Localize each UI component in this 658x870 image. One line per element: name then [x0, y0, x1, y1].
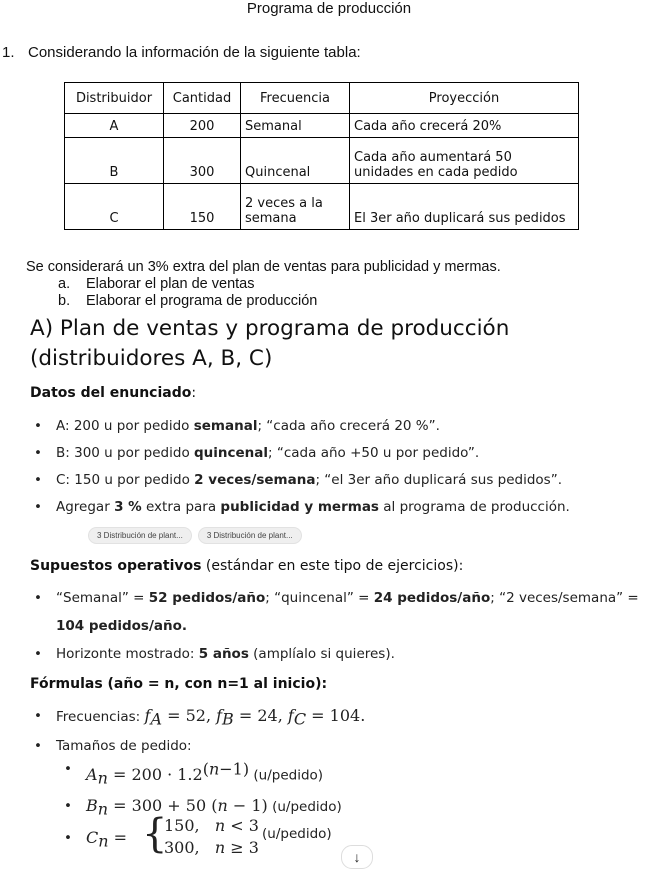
- formula-c: $C_n$ =: [86, 828, 128, 851]
- sizes-list: [60, 755, 342, 824]
- datos-heading: [30, 385, 196, 401]
- text: ; “quincenal” =: [265, 590, 374, 606]
- distributor-table: [64, 82, 579, 230]
- table-cell: Cada año aumentará 50 unidades en cada pedido: [350, 138, 579, 184]
- formula-b: $B_n = 300 + 50$ (n − 1): [86, 796, 268, 819]
- freq-label: Frecuencias:: [56, 709, 141, 725]
- supuestos-list: [30, 584, 655, 668]
- table-cell: 300: [164, 138, 241, 184]
- list-item: [60, 755, 342, 792]
- list-item: [30, 494, 570, 521]
- supuestos-heading: [30, 558, 463, 574]
- bold-text: quincenal: [194, 445, 269, 461]
- text: al programa de producción.: [378, 499, 570, 515]
- bold-text: 52 pedidos/año: [148, 590, 266, 606]
- text: (amplíalo si quieres).: [248, 646, 395, 662]
- text: ; “cada año +50 u por pedido”.: [268, 445, 480, 461]
- table-cell: 200: [164, 114, 241, 138]
- task-text: Elaborar el plan de ventas: [86, 276, 255, 292]
- sizes-label: Tamaños de pedido:: [56, 737, 192, 754]
- formulas-heading: Fórmulas (año = n, con n=1 al inicio):: [30, 676, 328, 692]
- bold-text: publicidad y mermas: [220, 499, 379, 515]
- text: C: 150 u por pedido: [56, 472, 195, 488]
- task-text: Elaborar el programa de producción: [86, 293, 318, 309]
- text: Agregar: [56, 499, 115, 515]
- table-row: [65, 184, 579, 230]
- task-b: [58, 293, 317, 309]
- case-1: 150, n < 3: [164, 816, 259, 835]
- table-header: Distribuidor: [65, 83, 164, 114]
- table-header: Cantidad: [164, 83, 241, 114]
- scroll-down-button[interactable]: ↓: [341, 845, 373, 869]
- text: Horizonte mostrado:: [56, 646, 199, 662]
- list-item: [30, 413, 570, 440]
- source-chip[interactable]: 3 Distribución de plant...: [88, 527, 192, 544]
- bullet: •: [64, 830, 72, 846]
- bold-text: 2 veces/semana: [194, 472, 316, 488]
- table-cell: Semanal: [241, 114, 350, 138]
- list-item: [30, 440, 570, 467]
- table-header: Frecuencia: [241, 83, 350, 114]
- formulas-list: [30, 703, 365, 759]
- document-title: Programa de producción: [246, 0, 412, 17]
- table-cell: 150: [164, 184, 241, 230]
- text: extra para: [141, 499, 221, 515]
- datos-list: [30, 413, 570, 521]
- extra-note: Se considerará un 3% extra del plan de ventas para publicidad y mermas.: [26, 259, 501, 275]
- text: ; “cada año crecerá 20 %”.: [257, 418, 440, 434]
- table-cell: Cada año crecerá 20%: [350, 114, 579, 138]
- bold-text: 104 pedidos/año.: [56, 618, 188, 634]
- answer-title: A) Plan de ventas y programa de producción (distribuidores A, B, C): [30, 316, 510, 371]
- table-header: Proyección: [350, 83, 579, 114]
- table-cell: Quincenal: [241, 138, 350, 184]
- table-cell: B: [65, 138, 164, 184]
- datos-heading-text: Datos del enunciado: [30, 385, 192, 401]
- table-cell: El 3er año duplicará sus pedidos: [350, 184, 579, 230]
- list-item: [30, 467, 570, 494]
- list-item: [30, 703, 365, 733]
- text: “Semanal” =: [56, 590, 149, 606]
- source-chip[interactable]: 3 Distribución de plant...: [198, 527, 302, 544]
- case-2: 300, n ≥ 3: [164, 838, 259, 857]
- question-text: Considerando la información de la siguiente tabla:: [28, 44, 361, 61]
- table-header-row: [65, 83, 579, 114]
- text: B: 300 u por pedido: [56, 445, 194, 461]
- table-cell: 2 veces a la semana: [241, 184, 350, 230]
- unit-label: (u/pedido): [272, 799, 342, 816]
- text: ; “2 veces/semana” =: [490, 590, 639, 606]
- supuestos-heading-text: Supuestos operativos: [30, 558, 202, 574]
- table-row: [65, 138, 579, 184]
- task-letter: b.: [58, 293, 71, 309]
- bold-text: semanal: [193, 418, 258, 434]
- question-intro: [2, 44, 361, 61]
- bold-text: 3 %: [114, 499, 142, 515]
- formula-a: $A_n = 200 \cdot 1.2^{(n-1)}$: [86, 759, 250, 788]
- question-number: 1.: [2, 44, 15, 61]
- bold-text: 24 pedidos/año: [373, 590, 491, 606]
- unit-label: (u/pedido): [262, 826, 332, 842]
- table-cell: C: [65, 184, 164, 230]
- task-a: [58, 276, 254, 292]
- datos-colon: :: [191, 385, 197, 401]
- table-cell: A: [65, 114, 164, 138]
- brace-symbol: {: [142, 811, 168, 857]
- task-letter: a.: [58, 276, 71, 292]
- supuestos-suffix: (estándar en este tipo de ejercicios):: [201, 558, 464, 574]
- table-row: [65, 114, 579, 138]
- list-item: [30, 584, 655, 640]
- list-item: [30, 640, 655, 668]
- freq-formula: $f_A = 52$, $f_B = 24$, $f_C = 104$.: [144, 706, 366, 729]
- text: A: 200 u por pedido: [56, 418, 194, 434]
- text: ; “el 3er año duplicará sus pedidos”.: [315, 472, 562, 488]
- source-chips: [88, 525, 308, 544]
- bold-text: 5 años: [198, 646, 249, 662]
- unit-label: (u/pedido): [253, 767, 324, 784]
